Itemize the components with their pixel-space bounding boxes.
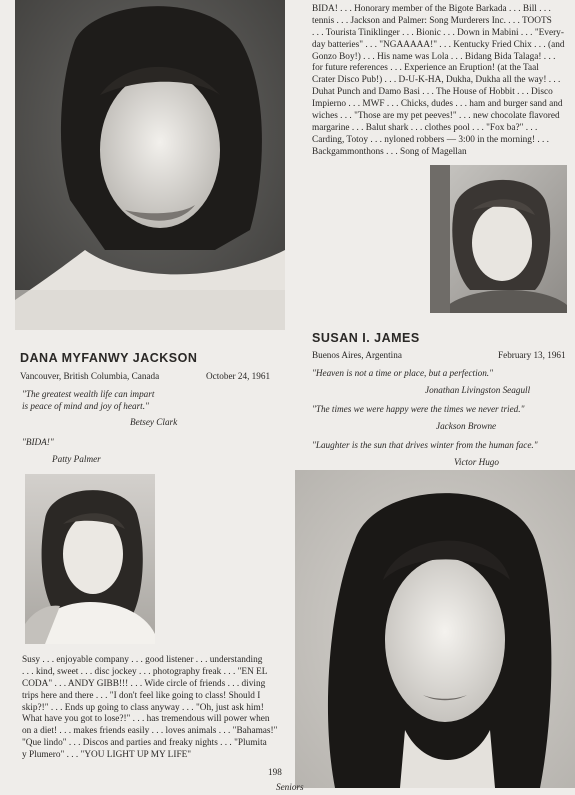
- bio-line: Backgammonthons . . . Song of Magellan: [312, 146, 467, 157]
- bio-line: day batteries" . . . "NGAAAAA!" . . . Kentucky Fried Chix . . . (and: [312, 39, 565, 50]
- bio-line: . . . Tourista Tiniklinger . . . Bionic . . . Down in Mabini . . . "Every-: [312, 27, 564, 38]
- dana-quote-2-author: Patty Palmer: [52, 454, 101, 464]
- dana-quote-2: "BIDA!": [22, 437, 54, 447]
- bio-line: Duhat Punch and Damo Basi . . . The House of Hobbit . . . Disco: [312, 87, 553, 98]
- bio-line: margarine . . . Balut shark . . . clothes pool . . . "Fox ba?" . . .: [312, 122, 538, 133]
- dana-birthday: October 24, 1961: [206, 371, 271, 381]
- dana-name: DANA MYFANWY JACKSON: [20, 351, 198, 365]
- dana-portrait-photo: [15, 0, 285, 330]
- bio-line: wiches . . . "Those are my pet peeves!" . . . new chocolate flavored: [312, 111, 560, 122]
- dana-quote-1: [22, 389, 154, 413]
- page-number: 198: [268, 767, 282, 777]
- susan-quote-1: "Heaven is not a time or place, but a perfection.": [312, 368, 493, 378]
- bio-line: Impierno . . . MWF . . . Chicks, dudes . . . ham and burger sand and: [312, 99, 563, 110]
- susan-quote-3: "Laughter is the sun that drives winter from the human face.": [312, 440, 538, 450]
- susan-hometown: Buenos Aires, Argentina: [312, 350, 402, 360]
- bio-line: Gonzo Boy!) . . . His name was Lola . . . Bidang Bida Talaga! . . .: [312, 51, 556, 62]
- bio-line: trips here and there . . . "I don't feel like going to class! Should I: [22, 690, 261, 701]
- susan-casual-photo: [25, 474, 155, 644]
- bio-line: for future references . . . Experience an Eruption! (at the Taal: [312, 63, 539, 74]
- susan-birthday: February 13, 1961: [498, 350, 566, 360]
- dana-bio: [312, 4, 566, 159]
- bio-line: tennis . . . Jackson and Palmer: Song Murderers Inc. . . . TOOTS: [312, 15, 552, 26]
- bio-line: "Que lindo" . . . Discos and parties and freaky nights . . . "Plumita: [22, 738, 267, 749]
- section-label: Seniors: [276, 782, 304, 792]
- bio-line: skip?!" . . . Ends up going to class anyway . . . "Oh, just ask him!: [22, 702, 264, 713]
- bio-line: y Plumero" . . . "YOU LIGHT UP MY LIFE": [22, 750, 192, 761]
- bio-line: BIDA! . . . Honorary member of the Bigote Barkada . . . Bill . . .: [312, 4, 551, 14]
- dana-hometown: Vancouver, British Columbia, Canada: [20, 371, 160, 381]
- susan-bio: [22, 655, 280, 762]
- bio-line: CODA" . . . ANDY GIBB!!! . . . Wide circle of friends . . . diving: [22, 678, 266, 689]
- bio-line: . . . kind, sweet . . . disc jockey . . . photography freak . . . "EN EL: [22, 666, 268, 677]
- quote-line: "The greatest wealth life can impart: [22, 389, 155, 399]
- susan-quote-2-author: Jackson Browne: [436, 421, 497, 431]
- susan-name: SUSAN I. JAMES: [312, 331, 420, 345]
- bio-line: What have you got to lose?!" . . . has tremendous will power when: [22, 714, 270, 725]
- dana-quote-1-author: Betsey Clark: [130, 417, 178, 427]
- quote-line: is peace of mind and joy of heart.": [22, 400, 149, 411]
- susan-quote-2: "The times we were happy were the times we never tried.": [312, 404, 525, 414]
- bio-line: on a diet! . . . makes friends easily . . . loves animals . . . "Bahamas!": [22, 726, 278, 737]
- bio-line: Crater Disco Pub!) . . . D-U-K-HA, Dukha, Dukha all the way! . . .: [312, 75, 561, 86]
- bio-line: Susy . . . enjoyable company . . . good listener . . . understanding: [22, 655, 263, 665]
- bio-line: Carding, Totoy . . . nyloned robbers — 3:00 in the morning! . . .: [312, 134, 549, 145]
- susan-candid-photo: [430, 165, 567, 313]
- susan-quote-3-author: Victor Hugo: [454, 457, 499, 467]
- susan-portrait-photo: [295, 470, 575, 788]
- susan-quote-1-author: Jonathan Livingston Seagull: [425, 385, 531, 395]
